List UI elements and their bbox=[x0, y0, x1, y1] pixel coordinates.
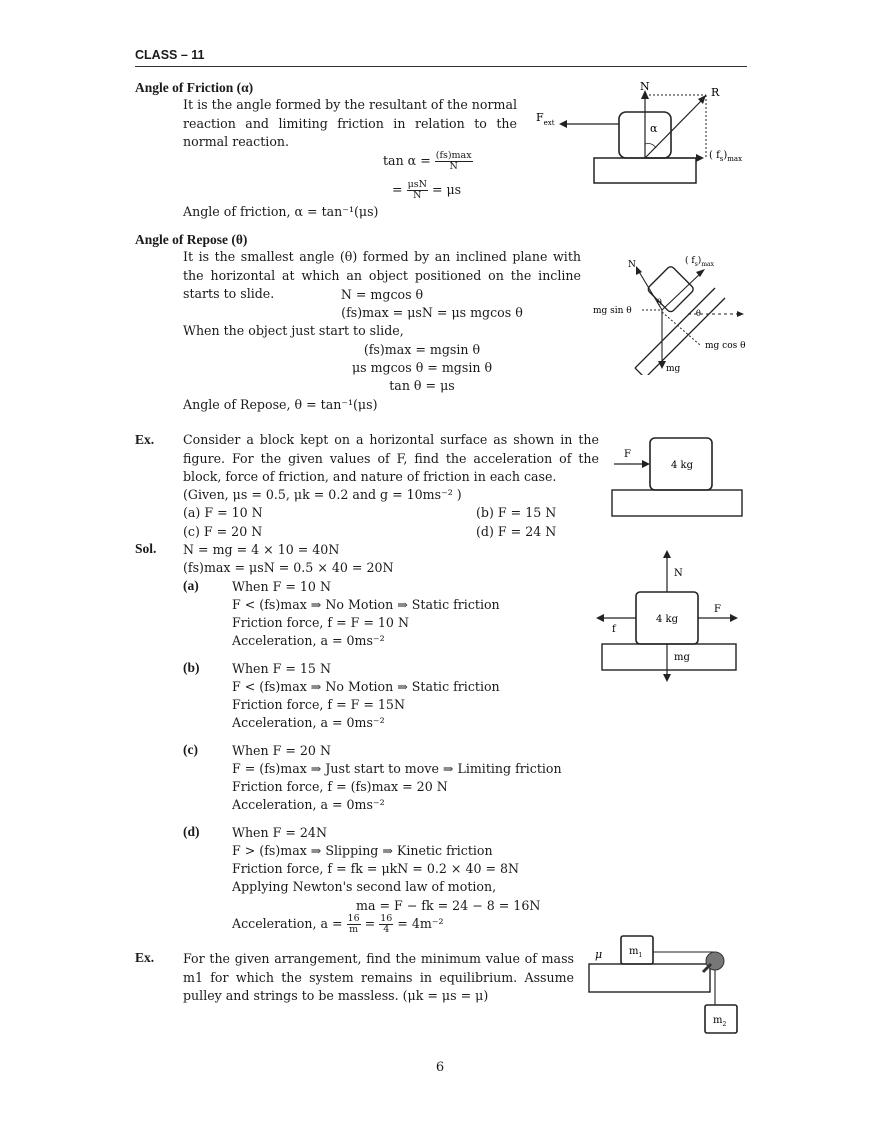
solution-line1: N = mg = 4 × 10 = 40N bbox=[183, 542, 340, 557]
case-b-line: F < (fs)max ⇒ No Motion ⇒ Static friction bbox=[232, 679, 500, 694]
repose-label-fs: ( $f_s)_{max}$ bbox=[685, 256, 714, 268]
case-d-line: Friction force, f = fk = μkN = 0.2 × 40 = 8N bbox=[232, 861, 520, 876]
example1-option-d: (d) F = 24 N bbox=[476, 524, 557, 539]
repose-eq5: tan θ = μs bbox=[389, 378, 455, 393]
case-c-line: Friction force, f = (fs)max = 20 N bbox=[232, 779, 448, 794]
page-number: 6 bbox=[435, 1060, 445, 1075]
example1-text: Consider a block kept on a horizontal surface as shown in the figure. For the given values of F, find the acceleration of the block, force of friction, and nature of friction in each case. bbox=[183, 432, 599, 484]
case-c-line: Acceleration, a = 0ms⁻² bbox=[232, 797, 385, 812]
case-a-line: When F = 10 N bbox=[232, 579, 331, 594]
repose-text: It is the smallest angle (θ) formed by an inclined plane with the horizontal at which an object positioned on the incline starts to slide. bbox=[183, 249, 581, 301]
case-d-line: Applying Newton's second law of motion, bbox=[232, 879, 497, 894]
case-a-line: Acceleration, a = 0ms⁻² bbox=[232, 633, 385, 648]
repose-label-N: N bbox=[628, 260, 636, 270]
repose-eq4: μs mgcos θ = mgsin θ bbox=[351, 360, 493, 375]
friction-result: Angle of friction, α = tan⁻¹(μs) bbox=[183, 204, 379, 219]
angle-of-friction-figure bbox=[528, 78, 750, 188]
example1-label-F: F bbox=[624, 449, 631, 460]
page-header: CLASS – 11 bbox=[135, 48, 205, 62]
header-rule bbox=[135, 66, 747, 67]
repose-result: Angle of Repose, θ = tan⁻¹(μs) bbox=[183, 397, 378, 412]
newton-equation: ma = F − fk = 24 − 8 = 16N bbox=[356, 898, 541, 913]
label-mu: μ bbox=[595, 948, 603, 961]
example1-label-mass: 4 kg bbox=[671, 460, 694, 471]
repose-eq3: (fs)max = mgsin θ bbox=[363, 342, 481, 357]
friction-eq2: = $\frac{\text{μsN}}{N}$ = μs bbox=[392, 179, 462, 201]
case-a-line: Friction force, f = F = 10 N bbox=[232, 615, 409, 630]
case-c-label: (c) bbox=[183, 742, 198, 757]
case-b-line: When F = 15 N bbox=[232, 661, 331, 676]
repose-label-theta1: θ bbox=[657, 298, 662, 307]
example2-figure bbox=[585, 930, 745, 1040]
heading-angle-of-friction: Angle of Friction (α) bbox=[135, 80, 254, 95]
label-R: R bbox=[711, 86, 720, 99]
case-a-label: (a) bbox=[183, 578, 199, 593]
ground-block bbox=[594, 158, 696, 183]
example1-option-c: (c) F = 20 N bbox=[183, 524, 263, 539]
repose-label-theta2: θ bbox=[696, 309, 701, 318]
case-a-line: F < (fs)max ⇒ No Motion ⇒ Static friction bbox=[232, 597, 500, 612]
solution-label: Sol. bbox=[135, 541, 157, 556]
label-N: N bbox=[640, 80, 650, 93]
solution-label-mg: mg bbox=[674, 652, 690, 663]
heading-angle-of-repose: Angle of Repose (θ) bbox=[135, 232, 248, 247]
case-d-label: (d) bbox=[183, 824, 200, 839]
case-c-line: F = (fs)max ⇒ Just start to move ⇒ Limiting friction bbox=[232, 761, 562, 776]
label-m1: $m_1$ bbox=[629, 946, 643, 959]
example1-figure bbox=[608, 432, 748, 522]
acceleration-equation: Acceleration, a = $\frac{16}{m}$ = $\frac{16}{4}$ = 4m⁻² bbox=[232, 913, 444, 935]
label-fs-max: ( $f_s)_{max}$ bbox=[709, 150, 743, 163]
case-b-label: (b) bbox=[183, 660, 200, 675]
case-c-line: When F = 20 N bbox=[232, 743, 331, 758]
solution-label-N: N bbox=[674, 568, 683, 579]
solution-line2: (fs)max = μsN = 0.5 × 40 = 20N bbox=[183, 560, 394, 575]
repose-block bbox=[647, 265, 695, 313]
label-Fext: $F_{ext}$ bbox=[536, 111, 555, 127]
example1-label: Ex. bbox=[135, 432, 155, 447]
example1-given: (Given, μs = 0.5, μk = 0.2 and g = 10ms⁻² ) bbox=[183, 487, 462, 502]
case-d-line: F > (fs)max ⇒ Slipping ⇒ Kinetic friction bbox=[232, 843, 493, 858]
example1-option-a: (a) F = 10 N bbox=[183, 505, 263, 520]
solution-label-f: f bbox=[612, 624, 616, 635]
example2-label: Ex. bbox=[135, 950, 155, 965]
example1-option-b: (b) F = 15 N bbox=[476, 505, 557, 520]
case-b-line: Friction force, f = F = 15N bbox=[232, 697, 405, 712]
example2-text: For the given arrangement, find the minimum value of mass m1 for which the system remains in equilibrium. Assume pulley and strings to be massless. (μk = μs = μ) bbox=[183, 951, 574, 1003]
repose-condition: When the object just start to slide, bbox=[183, 323, 404, 338]
repose-label-mgsin: mg sin θ bbox=[593, 306, 632, 316]
friction-text: It is the angle formed by the resultant of the normal reaction and limiting friction in relation to the normal reaction. bbox=[183, 97, 517, 149]
label-alpha: α bbox=[650, 122, 658, 135]
label-m2: $m_2$ bbox=[713, 1015, 727, 1028]
repose-eq2: (fs)max = μsN = μs mgcos θ bbox=[341, 305, 523, 320]
angle-of-repose-figure bbox=[590, 250, 746, 375]
repose-eq1: N = mgcos θ bbox=[340, 287, 424, 302]
solution-label-mass: 4 kg bbox=[656, 614, 679, 625]
case-b-line: Acceleration, a = 0ms⁻² bbox=[232, 715, 385, 730]
solution-label-F: F bbox=[714, 604, 721, 615]
repose-label-mg: mg bbox=[666, 364, 681, 374]
case-d-line: When F = 24N bbox=[232, 825, 327, 840]
solution-figure bbox=[592, 548, 744, 684]
repose-label-mgcos: mg cos θ bbox=[705, 341, 746, 351]
friction-eq1: tan α = $\frac{(fs)\max}{N}$ bbox=[383, 150, 472, 172]
